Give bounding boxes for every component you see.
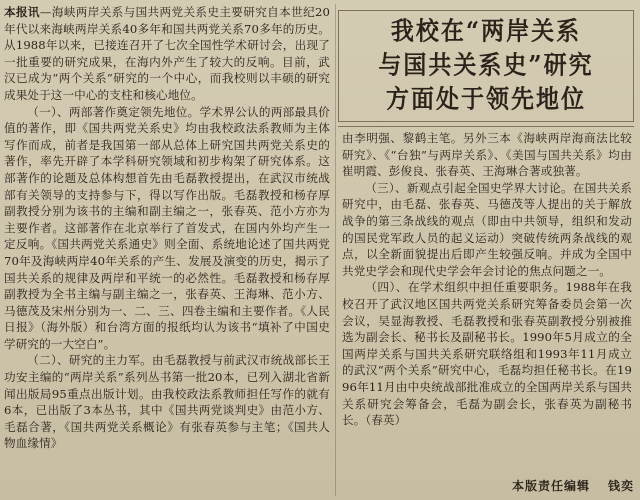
- headline-line-2: 与国共关系史”研究: [378, 50, 594, 81]
- lead-paragraph: [4, 4, 330, 104]
- article-author: （春英）: [365, 413, 407, 428]
- headline-line-1: 我校在“两岸关系: [390, 16, 582, 47]
- section-four-text: （四）、在学术组织中担任重要职务。1988年在我校召开了武汉地区国共两党关系研究筹备委员会第一次会议，吴显海教授、毛磊教授和张春英副教授分别被推选为副会长、秘书长及副秘书长。1990年5月成立的全国两岸关系与国共关系研究联络组和1993年11月成立的武汉“两个关系”研究中心，毛磊均担任秘书长。在1996年11月由中央统战部批准成立的全国两岸关系与国共关系研究会筹备会，毛磊为副会长，张春英为副秘书长。: [342, 280, 632, 428]
- headline-box: [338, 10, 634, 122]
- section-two-continued: 由李明强、黎鹤主笔。另外三本《海峡两岸海商法比较研究》、《“台独”与两岸关系》、《美国与国共关系》均由崔明霞、彭俊良、张春英、王海琳合著或独著。: [342, 131, 632, 179]
- section-one-paragraph: （一）、两部著作奠定领先地位。学术界公认的两部最具价值的著作，即《国共两党关系史》均由我校政法系教师为主体写作而成，前者是我国第一部从总体上研究国共两党关系史的著作，率先开辟了本学科研究领域和初步构架了研究体系。这部著作的论题及总体构想首先由毛磊教授提出，在武汉市统战部有关领导的支持参与下，得以写作出版。毛磊教授和杨存厚副教授分别为该书的主编和副主编之一，张春英、范小方亦为主要作者。这部著作在北京举行了首发式，在国内外均产生一定反响。《国共两党关系通史》则全面、系统地论述了国共两党70年及海峡两岸40年关系的产生、发展及演变的历史，揭示了国共关系的规律及两岸和平统一的必然性。毛磊教授和杨存厚副教授为全书主编与副主编之一，张春英、王海琳、范小方、马德茂及宋州分别为一、二、三、四卷主编和主要作者。《人民日报》（海外版）和台湾方面的报纸均认为该书“填补了中国史学研究的一大空白”。: [4, 104, 330, 351]
- column-divider: [335, 4, 336, 496]
- section-four-paragraph: [342, 279, 632, 428]
- article-left-column: [4, 4, 330, 496]
- byline-label: 本版责任编辑: [511, 479, 590, 493]
- section-three-paragraph: （三）、新观点引起全国史学界大讨论。在国共关系研究中，由毛磊、张春英、马德茂等人提出的关于解放战争的第三条战线的观点（即由中共领导，组织和发动的国民党军政人员的起义运动）突破传统两条战线的观点，以全新面貌提出后即产生较强反响。并成为全国中共党史学会和现代史学会年会讨论的焦点问题之一。: [342, 180, 632, 278]
- lead-text: —海峡两岸关系与国共两党关系史主要研究自本世纪20年代以来海峡两岸关系40多年和国共两党关系70多年的历史。从1988年以来，已接连召开了七次全国性学术研讨会，出现了一批重要的研究成果，在海内外产生了较大的反响。目前，武汉已成为“两个关系”研究的一个中心，而我校则以丰硕的研究成果处于这一中心的支柱和核心地位。: [4, 5, 330, 102]
- dateline: 本报讯: [4, 5, 40, 19]
- headline-rule: [338, 126, 634, 127]
- section-two-paragraph: （二）、研究的主力军。由毛磊教授与前武汉市统战部长王功安主编的“两岸关系”系列丛书第一批20本，已列入湖北省新闻出版局95重点出版计划。由我校政法系教师担任写作的就有6本，已出版了3本丛书，其中《国共两党谈判史》由范小方、毛磊合著，《国共两党关系概论》有张春英参与主笔；《国共人物血缘情》: [4, 353, 330, 451]
- article-right-column: [342, 130, 632, 438]
- byline-editor: 钱奕: [607, 479, 634, 493]
- headline-line-3: 方面处于领先地位: [386, 84, 586, 115]
- editor-byline: [512, 477, 634, 494]
